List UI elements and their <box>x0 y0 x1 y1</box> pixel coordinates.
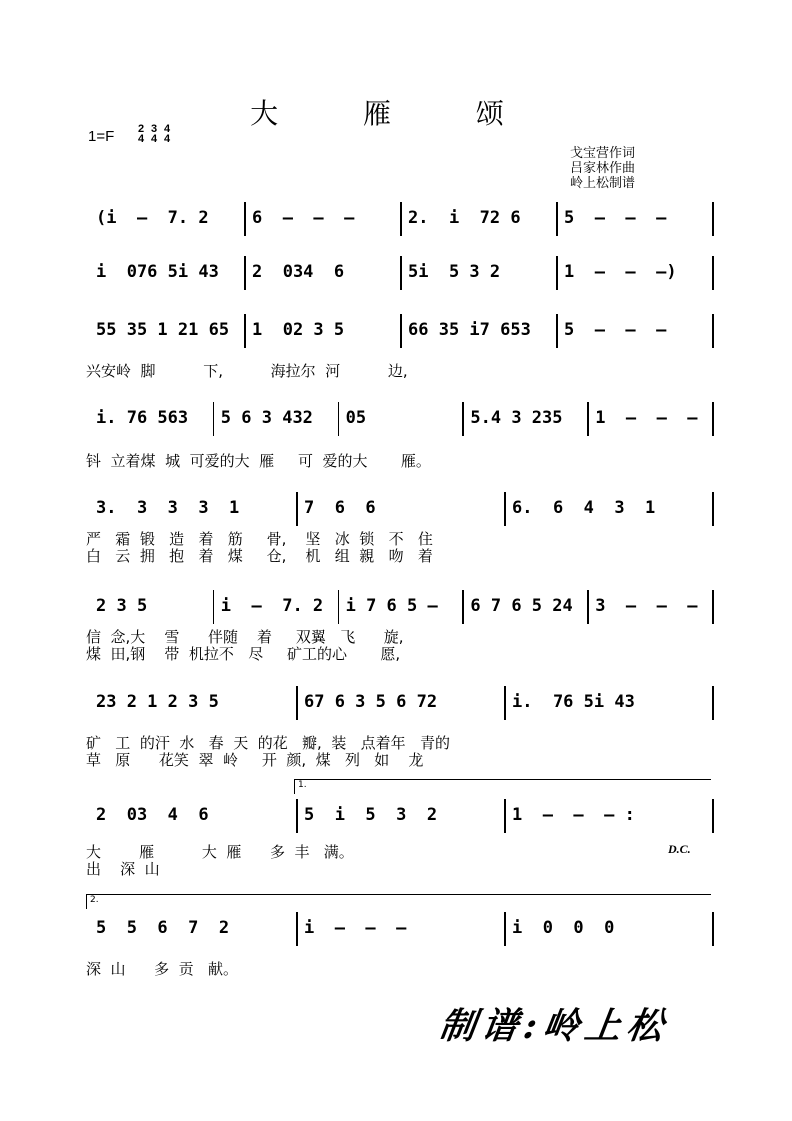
barline <box>462 590 464 624</box>
barline <box>556 202 558 236</box>
measure: 5.4 3 235 <box>470 408 563 428</box>
measure: 1 – – – : <box>512 805 635 825</box>
measure: 6 7 6 5 24 <box>470 596 573 616</box>
barline <box>244 256 246 290</box>
key-signature: 1=F <box>88 128 115 145</box>
barline <box>504 686 506 720</box>
lyric-line: 矿 工 的汗 水 春 天 的花 瓣, 装 点着年 青的 <box>86 734 450 752</box>
time-signatures <box>136 124 172 144</box>
lyric-line: 深 山 多 贡 献。 <box>86 960 238 978</box>
measure: 6. 6 4 3 1 <box>512 498 656 518</box>
barline <box>338 402 340 436</box>
measure: 2 3 5 <box>96 596 148 616</box>
lyric-line: 兴安岭 脚 下, 海拉尔 河 边, <box>86 362 408 380</box>
measure: 5 – – – <box>564 320 667 340</box>
barline <box>504 912 506 946</box>
notes-line <box>0 498 792 528</box>
measure: i 7 6 5 – <box>345 596 438 616</box>
barline <box>712 590 714 624</box>
da-capo-mark: D.C. <box>668 842 691 856</box>
measure: 3 – – – <box>595 596 698 616</box>
time-sig-2-4: 2 4 <box>137 123 145 145</box>
barline <box>587 590 589 624</box>
notes-line <box>0 918 792 948</box>
lyric-line: 煤 田,钢 带 机拉不 尽 矿工的心 愿, <box>86 645 401 663</box>
barline <box>504 799 506 833</box>
measure: 5 – – – <box>564 208 667 228</box>
time-sig-4-4: 4 4 <box>163 123 171 145</box>
barline <box>213 590 215 624</box>
measure: i 076 5i 43 <box>96 262 219 282</box>
transcriber-signature: 制谱:岭上松 <box>436 1005 672 1047</box>
barline <box>400 256 402 290</box>
notes-line <box>0 320 792 350</box>
lyric-line: 草 原 花笑 翠 岭 开 颜, 煤 列 如 龙 <box>86 751 424 769</box>
barline <box>556 314 558 348</box>
notes-line <box>0 692 792 722</box>
barline <box>296 492 298 526</box>
measure: 7 6 6 <box>304 498 376 518</box>
song-title: 大 雁 颂 <box>250 97 542 130</box>
measure: i – – – <box>304 918 407 938</box>
barline <box>213 402 215 436</box>
barline <box>712 314 714 348</box>
credits <box>570 146 635 191</box>
lyric-line: 出 深 山 <box>86 860 160 878</box>
measure: 1 – – – <box>595 408 698 428</box>
notes-line <box>0 805 792 835</box>
notes-line <box>0 408 792 438</box>
lyric-line: 严 霜 锻 造 着 筋 骨, 坚 冰 锁 不 住 <box>86 530 433 548</box>
notes-line <box>0 262 792 292</box>
measure: 5i 5 3 2 <box>408 262 501 282</box>
barline <box>712 492 714 526</box>
barline <box>296 799 298 833</box>
barline <box>712 686 714 720</box>
measure: (i – 7. 2 <box>96 208 209 228</box>
barline <box>462 402 464 436</box>
barline <box>712 202 714 236</box>
measure: 5 5 6 7 2 <box>96 918 230 938</box>
measure: i. 76 5i 43 <box>512 692 635 712</box>
volta-1-bracket <box>294 779 711 794</box>
barline <box>712 799 714 833</box>
barline <box>712 256 714 290</box>
measure: 2 034 6 <box>252 262 345 282</box>
lyric-line: 钭 立着煤 城 可爱的大 雁 可 爱的大 雁。 <box>86 452 431 470</box>
measure: i. 76 563 <box>96 408 189 428</box>
lyric-line: 信 念,大 雪 伴随 着 双翼 飞 旋, <box>86 628 404 646</box>
notes-line <box>0 208 792 238</box>
barline <box>712 912 714 946</box>
barline <box>587 402 589 436</box>
volta-2-label: 2. <box>90 895 99 905</box>
barline <box>244 314 246 348</box>
measure: i – 7. 2 <box>220 596 324 616</box>
barline <box>400 202 402 236</box>
barline <box>556 256 558 290</box>
barline <box>400 314 402 348</box>
transcriber-credit: 岭上松制谱 <box>570 176 636 191</box>
measure: 67 6 3 5 6 72 <box>304 692 438 712</box>
measure: 1 02 3 5 <box>252 320 345 340</box>
barline <box>296 912 298 946</box>
barline <box>504 492 506 526</box>
measure: 2. i 72 6 <box>408 208 521 228</box>
measure: 05 <box>345 408 367 428</box>
lyric-line: 白 云 拥 抱 着 煤 仓, 机 组 親 吻 着 <box>86 547 433 565</box>
volta-2-bracket <box>86 894 711 909</box>
volta-1-label: 1. <box>298 780 307 790</box>
measure: 5 i 5 3 2 <box>304 805 438 825</box>
barline <box>244 202 246 236</box>
measure: 66 35 i7 653 <box>408 320 531 340</box>
composer-credit: 吕家林作曲 <box>570 161 636 176</box>
measure: 3. 3 3 3 1 <box>96 498 240 518</box>
lyric-line: 大 雁 大 雁 多 丰 满。 <box>86 843 354 861</box>
measure: 1 – – –) <box>564 262 677 282</box>
measure: 5 6 3 432 <box>220 408 313 428</box>
time-sig-3-4: 3 4 <box>150 123 158 145</box>
measure: 55 35 1 21 65 <box>96 320 230 340</box>
measure: 23 2 1 2 3 5 <box>96 692 219 712</box>
measure: i 0 0 0 <box>512 918 615 938</box>
measure: 6 – – – <box>252 208 355 228</box>
measure: 2 03 4 6 <box>96 805 209 825</box>
lyricist-credit: 戈宝营作词 <box>570 146 636 161</box>
barline <box>338 590 340 624</box>
notes-line <box>0 596 792 626</box>
barline <box>296 686 298 720</box>
barline <box>712 402 714 436</box>
